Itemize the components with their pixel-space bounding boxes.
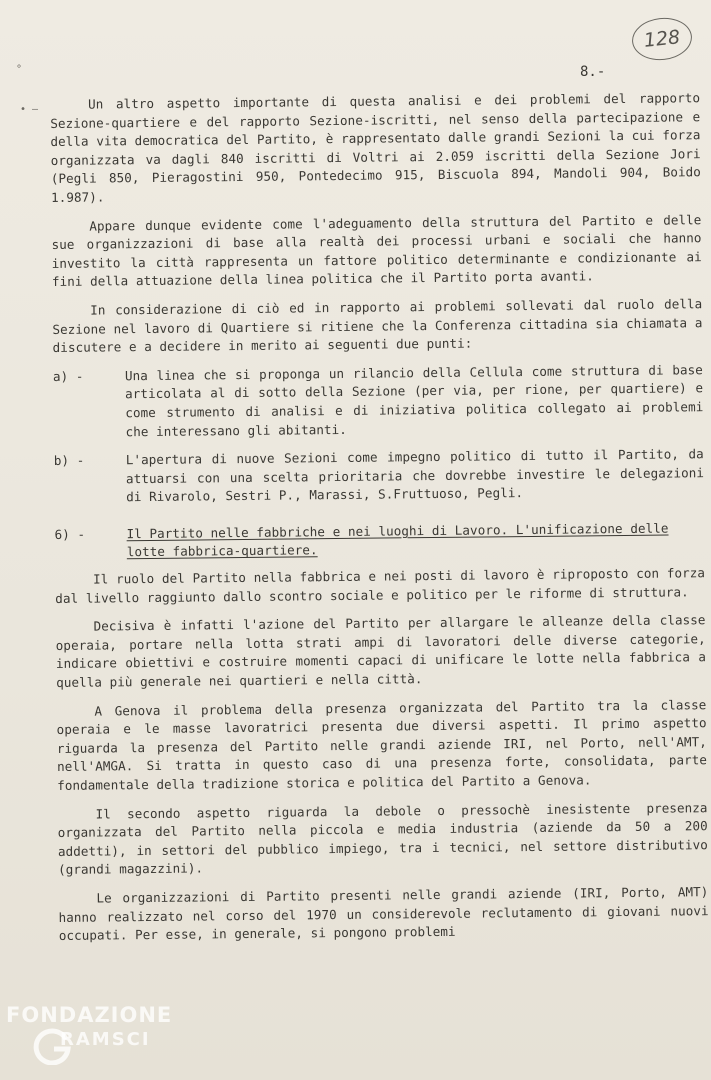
archive-number-stamp [630, 15, 694, 63]
paragraph-2: Appare dunque evidente come l'adeguamento della struttura del Partito e delle sue organizzazioni di base alla realtà dei processi urbani e sociali che hanno investito la città rappresenta un fattore politico determinante e condizionante ai fini della attuazione della linea politica che il Partito porta avanti. [51, 211, 702, 290]
section-heading [55, 519, 705, 563]
watermark-line-2: RAMSCI [60, 1029, 151, 1050]
list-item-b [54, 445, 705, 508]
archive-number: 128 [642, 26, 682, 52]
paragraph-1: Un altro aspetto importante di questa analisi e dei problemi del rapporto Sezione-quartiere e del rapporto Sezione-iscritti, nel senso della partecipazione e della vita democratica del Partito, è rappresentato dalle grandi Sezioni la cui forza organizzata va dagli 840 iscritti di Voltri ai 2.059 iscritti della Sezione Jori (Pegli 850, Pieragostini 950, Pontedecimo 915, Biscuola 894, Mandoli 904, Boido 1.987). [50, 90, 701, 205]
page-number: 8.- [580, 64, 606, 80]
list-text-b: L'apertura di nuove Sezioni come impegno politico di tutto il Partito, da attuarsi con una scelta prioritaria che dovrebbe investire le delegazioni di Rivarolo, Sestri P., Marassi, S.Fruttuoso, Pegli. [125, 446, 705, 505]
margin-mark-top: ° [16, 64, 23, 75]
section-title: Il Partito nelle fabbriche e nei luoghi di Lavoro. L'unificazione delle lotte fabbrica-quartiere. [126, 520, 669, 560]
section-paragraph-3: A Genova il problema della presenza organizzata del Partito tra la classe operaia e le masse lavoratrici presenta due diversi aspetti. Il primo aspetto riguarda la presenza del Partito nelle grandi aziende IRI, nel Porto, nell'AMT, nell'AMGA. Si tratta in questo caso di una presenza forte, consolidata, parte fondamentale della tradizione storica e politica del Partito a Genova. [56, 696, 708, 793]
section-paragraph-4: Il secondo aspetto riguarda la debole o pressochè inesistente presenza organizzata del Partito nella piccola e media industria (aziende da 50 a 200 addetti), in settori del pubblico impiego, tra i tecnici, nel settore distributivo (grandi magazzini). [57, 799, 708, 878]
section-paragraph-5: Le organizzazioni di Partito presenti nelle grandi aziende (IRI, Porto, AMT) hanno realizzato nel corso del 1970 un considerevole reclutamento di giovani nuovi occupati. Per esse, in generale, si pongono problemi [58, 884, 709, 944]
section-paragraph-2: Decisiva è infatti l'azione del Partito per allargare le alleanze della classe operaia, portare nella lotta strati ampi di lavoratori delle diverse categorie, indicare obiettivi e costruire momenti capaci di unificare le lotte nella fabbrica a quella più generale nei quartieri e nella città. [55, 612, 706, 690]
section-marker: 6) - [54, 526, 86, 542]
watermark-line-1: FONDAZIONE [6, 1003, 173, 1027]
list-marker-a: a) - [52, 368, 84, 384]
fondazione-gramsci-watermark [6, 1003, 196, 1073]
list-item-a [53, 361, 704, 442]
paragraph-3: In considerazione di ciò ed in rapporto ai problemi sollevati dal ruolo della Sezione nel lavoro di Quartiere si ritiene che la Conferenza cittadina sia chiamata a discutere e a decidere in merito ai seguenti due punti: [52, 296, 703, 356]
document-body [50, 89, 709, 956]
list-text-a: Una linea che si proponga un rilancio della Cellula come struttura di base articolata al di sotto della Sezione (per via, per rione, per quartiere) e come strumento di analisi e di iniziativa politica collegato ai problemi che interessano gli abitanti. [124, 361, 704, 439]
section-paragraph-1: Il ruolo del Partito nella fabbrica e nei posti di lavoro è riproposto con forza dal livello raggiunto dallo scontro sociale e politico per le riforme di struttura. [55, 565, 706, 606]
list-marker-b: b) - [53, 452, 85, 469]
margin-mark-left: • – [20, 104, 39, 115]
